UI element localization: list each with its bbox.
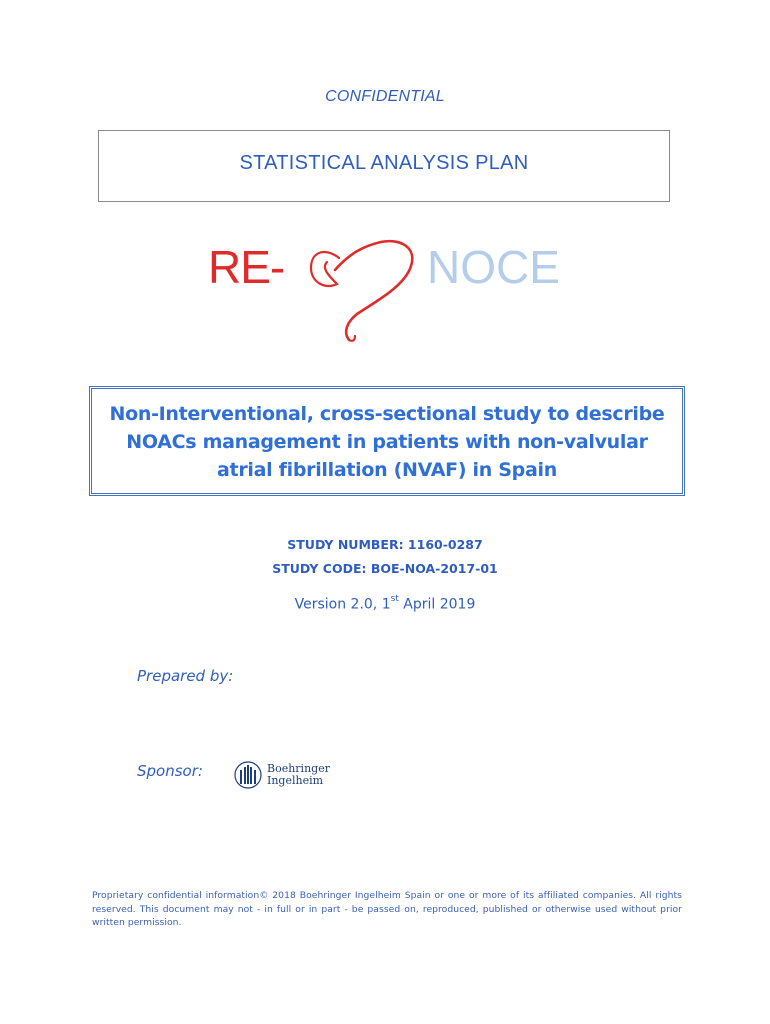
- version-superscript: st: [390, 594, 399, 604]
- heart-outline-icon: [305, 236, 420, 344]
- confidentiality-notice: Proprietary confidential information© 2018 Boehringer Ingelheim Spain or one or more of its affiliated companies. All rights reserved. This document may not - in full or in part - be passed on, reproduced, published or otherwise used without prior written permission.: [92, 890, 682, 928]
- study-logo: [205, 234, 585, 346]
- confidential-label: CONFIDENTIAL: [325, 88, 445, 105]
- sponsor-company-line2: Ingelheim: [267, 774, 324, 787]
- study-number: STUDY NUMBER: 1160-0287: [287, 537, 483, 552]
- boehringer-ingelheim-logo-icon: [233, 760, 263, 790]
- study-code: STUDY CODE: BOE-NOA-2017-01: [272, 561, 498, 576]
- study-title-line: NOACs management in patients with non-valvular: [126, 431, 648, 453]
- sponsor-company-line1: Boehringer: [267, 762, 330, 775]
- study-title-line: atrial fibrillation (NVAF) in Spain: [217, 459, 557, 481]
- sponsor-logo: [233, 758, 343, 792]
- version-prefix: Version 2.0, 1: [294, 596, 391, 613]
- sponsor-label: Sponsor:: [137, 762, 203, 780]
- logo-right-text: NOCE: [427, 241, 560, 293]
- version-line: [0, 596, 770, 613]
- logo-left-text: RE-: [208, 241, 285, 293]
- document-type-title: STATISTICAL ANALYSIS PLAN: [239, 151, 529, 174]
- sponsor-company-name: [267, 763, 330, 787]
- study-title-box: [89, 386, 685, 496]
- version-suffix: April 2019: [398, 596, 476, 613]
- prepared-by-label: Prepared by:: [137, 667, 234, 685]
- document-type-box: [98, 130, 670, 202]
- study-title-line: Non-Interventional, cross-sectional study to describe: [109, 403, 665, 425]
